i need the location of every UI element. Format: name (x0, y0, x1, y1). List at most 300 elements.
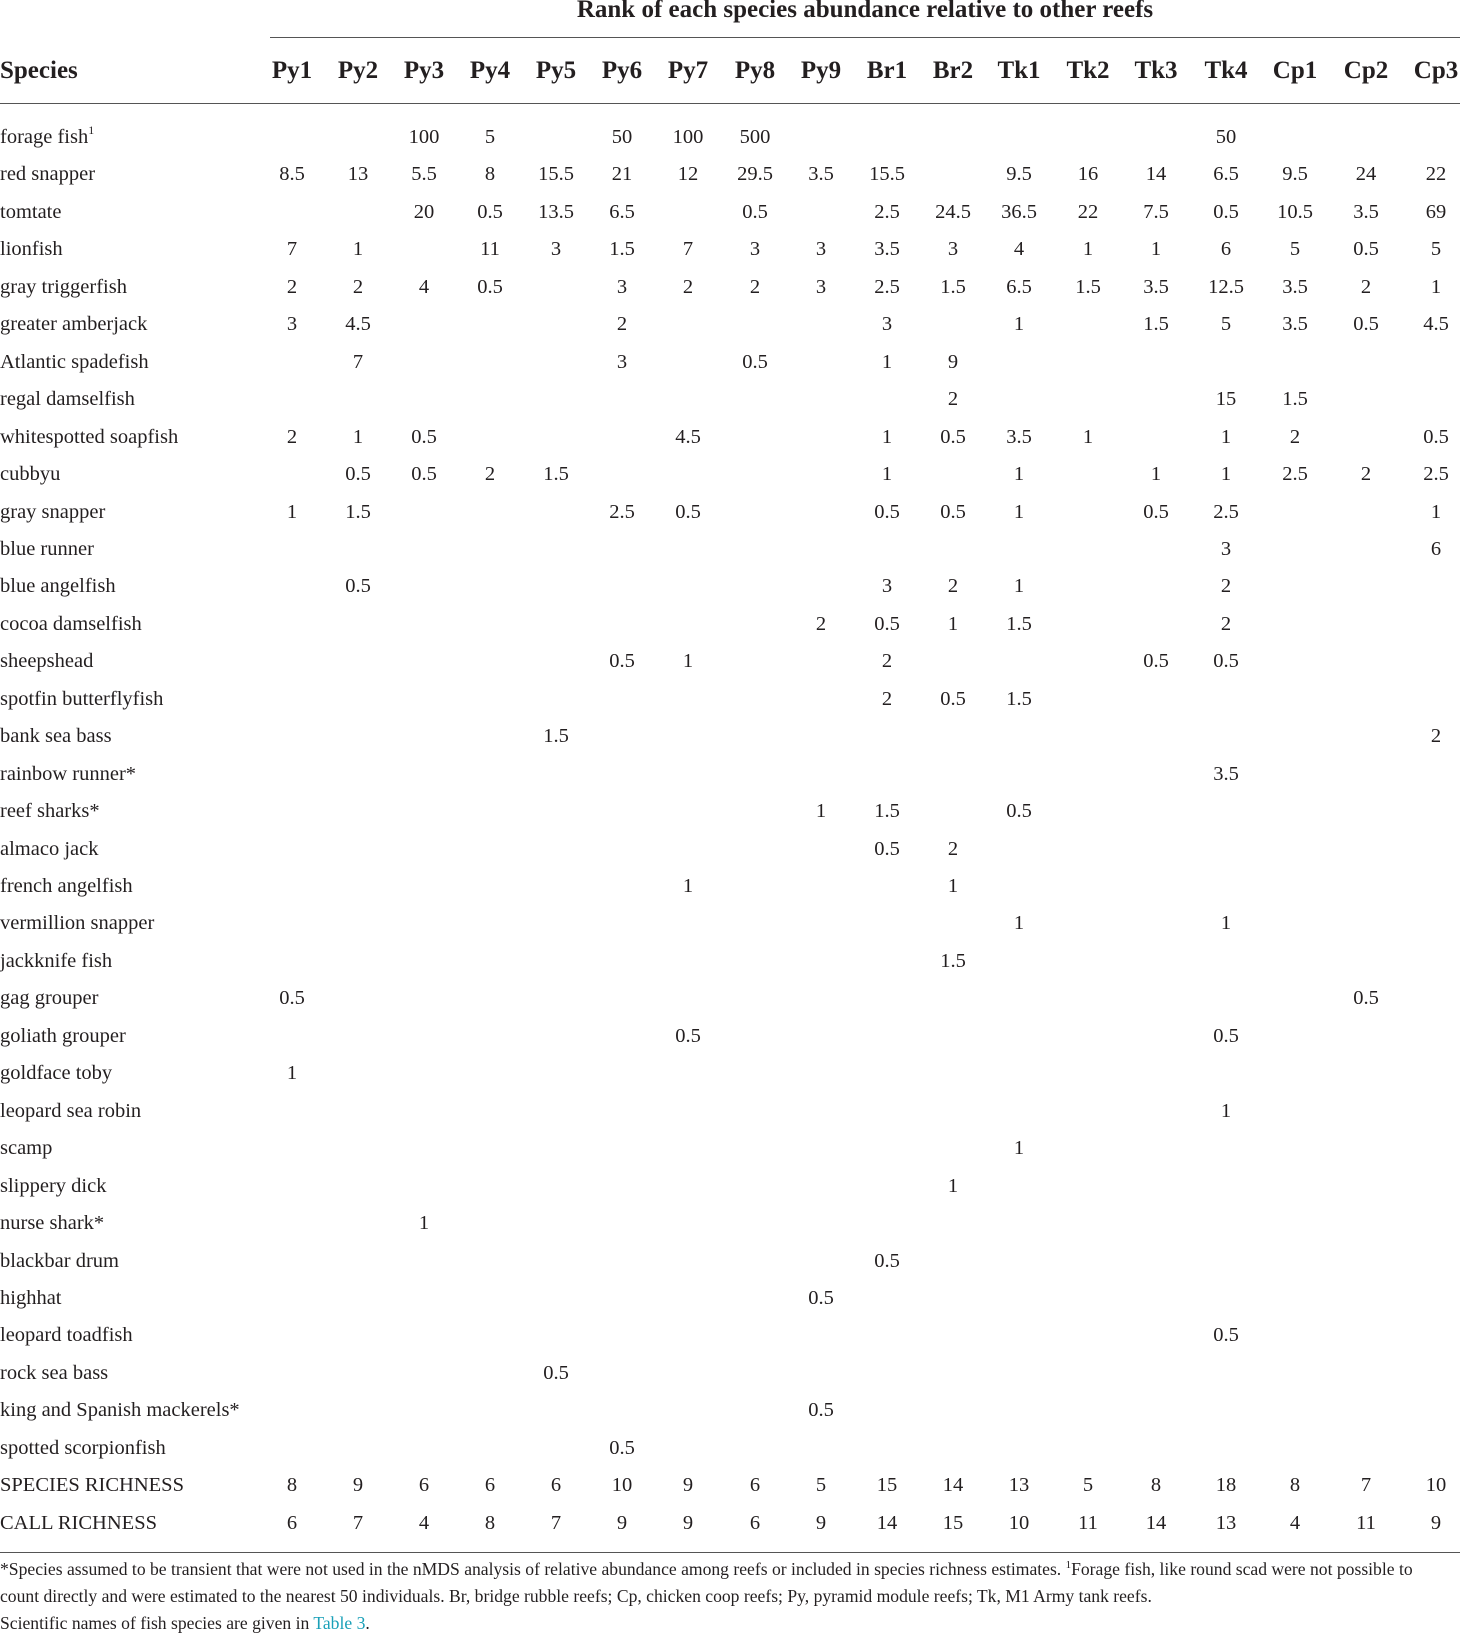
species-label: spotted scorpionfish (0, 1436, 166, 1459)
species-name (0, 156, 95, 193)
table-cell: 1 (1013, 912, 1025, 935)
table-cell: 9 (1430, 1511, 1442, 1534)
table-row (0, 1392, 1460, 1429)
table-cell: 10.5 (1277, 200, 1313, 223)
species-name (0, 868, 133, 905)
table-cell: 13 (1008, 1474, 1030, 1497)
table-cell: 1 (1220, 1099, 1232, 1122)
species-label: highhat (0, 1286, 62, 1309)
table-cell: 6 (550, 1474, 562, 1497)
table-cell: 2 (947, 837, 959, 860)
table-cell: 6.5 (1213, 163, 1239, 186)
table-cell: 7.5 (1143, 200, 1169, 223)
table-row (0, 1505, 1460, 1542)
species-name (0, 456, 60, 493)
species-name (0, 718, 112, 755)
species-name (0, 1355, 108, 1392)
column-header-py1: Py1 (271, 57, 313, 84)
table-cell: 3.5 (1282, 275, 1308, 298)
table-cell: 0.5 (1213, 1024, 1239, 1047)
table-cell: 0.5 (675, 1024, 701, 1047)
table-cell: 13 (1215, 1511, 1237, 1534)
table-cell: 4 (418, 1511, 430, 1534)
table-cell: 1 (352, 425, 364, 448)
column-header-py6: Py6 (601, 57, 643, 84)
table-cell: 1.5 (940, 949, 966, 972)
table-row (0, 681, 1460, 718)
table-cell: 1.5 (1143, 313, 1169, 336)
table-cell: 1 (815, 800, 827, 823)
table-cell: 1 (1013, 1137, 1025, 1160)
table-cell: 0.5 (940, 687, 966, 710)
table-cell: 1.5 (874, 800, 900, 823)
table-cell: 3 (815, 275, 827, 298)
column-header-py4: Py4 (469, 57, 511, 84)
species-name (0, 756, 136, 793)
table-row (0, 1280, 1460, 1317)
table-cell: 7 (352, 1511, 364, 1534)
species-name (0, 1392, 240, 1429)
table-cell: 4 (418, 275, 430, 298)
species-name (0, 344, 149, 381)
table-cell: 0.5 (874, 837, 900, 860)
table-cell: 7 (1360, 1474, 1372, 1497)
table-row (0, 306, 1460, 343)
species-label: leopard sea robin (0, 1099, 142, 1122)
table-cell: 3.5 (874, 238, 900, 261)
table-cell: 3 (815, 238, 827, 261)
footnote-scientific: Scientific names of fish species are given in (0, 1613, 314, 1633)
table-cell: 1 (286, 500, 298, 523)
table-cell: 5 (1430, 238, 1442, 261)
table-row (0, 119, 1460, 156)
table-cell: 12 (677, 163, 699, 186)
species-label: cocoa damselfish (0, 612, 142, 635)
species-label: lionfish (0, 238, 63, 261)
table-cell: 1.5 (543, 463, 569, 486)
species-name (0, 1467, 184, 1504)
table-cell: 3.5 (1282, 313, 1308, 336)
table-cell: 0.5 (940, 425, 966, 448)
table-row (0, 381, 1460, 418)
footnote-mark: 1 (1065, 1559, 1072, 1572)
table-cell: 9 (682, 1511, 694, 1534)
table-cell: 1 (1430, 500, 1442, 523)
column-header-tk4: Tk4 (1204, 57, 1248, 84)
species-name (0, 831, 98, 868)
species-label: bank sea bass (0, 725, 112, 748)
footnote-line-2: count directly and were estimated to the nearest 50 individuals. Br, bridge rubble reefs; Cp, chicken coop reefs; Py, pyramid module reefs; Tk, M1 Army tank reefs. (0, 1586, 1152, 1606)
table-cell: 1.5 (609, 238, 635, 261)
table-cell: 1 (1150, 238, 1162, 261)
table-cell: 1 (947, 1174, 959, 1197)
table-cell: 1.5 (1075, 275, 1101, 298)
species-name (0, 419, 178, 456)
species-name (0, 194, 61, 231)
species-label: almaco jack (0, 837, 99, 860)
table-cell: 1 (1013, 575, 1025, 598)
table-cell: 15.5 (869, 163, 905, 186)
species-label: gag grouper (0, 987, 99, 1010)
table-cell: 20 (413, 200, 435, 223)
table-row (0, 1467, 1460, 1504)
table-row (0, 643, 1460, 680)
table-cell: 0.5 (1423, 425, 1449, 448)
table-cell: 1 (682, 650, 694, 673)
table-cell: 1 (1082, 238, 1094, 261)
table-cell: 2 (749, 275, 761, 298)
table-cell: 11 (1078, 1511, 1098, 1534)
column-header-py3: Py3 (403, 57, 445, 84)
species-label: rainbow runner* (0, 762, 137, 785)
table-cell: 0.5 (874, 1249, 900, 1272)
table-cell: 1.5 (543, 725, 569, 748)
table-row (0, 718, 1460, 755)
table-cell: 3.5 (808, 163, 834, 186)
column-header-cp2: Cp2 (1343, 57, 1389, 84)
species-name (0, 905, 154, 942)
column-header-tk1: Tk1 (997, 57, 1041, 84)
table-cell: 7 (550, 1511, 562, 1534)
table-3-link[interactable]: Table 3 (313, 1613, 366, 1633)
table-cell: 14 (876, 1511, 898, 1534)
table-cell: 2.5 (1423, 463, 1449, 486)
footer-rule (0, 1552, 1460, 1553)
species-footnote-mark: 1 (88, 123, 95, 138)
table-cell: 0.5 (1213, 650, 1239, 673)
table-row (0, 194, 1460, 231)
species-name (0, 1130, 52, 1167)
footnote-transient: *Species assumed to be transient that were not used in the nMDS analysis of relative abundance among reefs or included in species richness estimates. (0, 1559, 1066, 1579)
table-cell: 1 (352, 238, 364, 261)
table-cell: 0.5 (874, 500, 900, 523)
table-cell: 3 (286, 313, 298, 336)
table-cell: 9 (616, 1511, 628, 1534)
table-cell: 5 (1082, 1474, 1094, 1497)
table-cell: 9 (947, 350, 959, 373)
table-cell: 0.5 (940, 500, 966, 523)
table-cell: 7 (682, 238, 694, 261)
table-cell: 0.5 (345, 575, 371, 598)
species-label: spotfin butterflyfish (0, 687, 164, 710)
table-cell: 14 (942, 1474, 964, 1497)
species-label: goldface toby (0, 1062, 113, 1085)
table-cell: 1 (881, 425, 893, 448)
species-label: Atlantic spadefish (0, 350, 149, 373)
table-cell: 3 (616, 350, 628, 373)
table-cell: 0.5 (411, 425, 437, 448)
table-cell: 1 (881, 350, 893, 373)
table-cell: 0.5 (477, 275, 503, 298)
table-cell: 2 (1430, 725, 1442, 748)
table-cell: 1 (1430, 275, 1442, 298)
species-name (0, 1018, 126, 1055)
table-row (0, 1317, 1460, 1354)
table-cell: 2.5 (874, 200, 900, 223)
table-cell: 0.5 (742, 350, 768, 373)
table-cell: 3 (947, 238, 959, 261)
table-cell: 15 (942, 1511, 964, 1534)
table-cell: 22 (1077, 200, 1099, 223)
table-row (0, 1055, 1460, 1092)
table-cell: 10 (611, 1474, 633, 1497)
table-cell: 1 (947, 875, 959, 897)
table-cell: 2 (286, 425, 298, 448)
species-label: gray snapper (0, 500, 106, 523)
table-cell: 8.5 (279, 163, 305, 186)
table-cell: 3.5 (1143, 275, 1169, 298)
species-name (0, 231, 63, 268)
table-cell: 0.5 (1353, 313, 1379, 336)
column-header-py8: Py8 (734, 57, 776, 84)
table-row (0, 156, 1460, 193)
species-label: gray triggerfish (0, 275, 127, 298)
table-cell: 4.5 (345, 313, 371, 336)
species-name (0, 1055, 112, 1092)
table-cell: 8 (484, 163, 496, 186)
table-cell: 14 (1145, 1511, 1167, 1534)
table-cell: 8 (286, 1474, 298, 1497)
table-cell: 1 (1150, 463, 1162, 486)
species-name (0, 1430, 166, 1467)
table-row (0, 756, 1460, 793)
species-name (0, 568, 116, 605)
column-header-tk3: Tk3 (1134, 57, 1178, 84)
species-label: whitespotted soapfish (0, 425, 179, 448)
table-cell: 100 (408, 126, 440, 148)
header-rule (0, 103, 1460, 104)
table-cell: 3.5 (1353, 200, 1379, 223)
species-label: cubbyu (0, 463, 61, 486)
footnote-line-1 (0, 1556, 1460, 1583)
table-cell: 8 (1289, 1474, 1301, 1497)
table-cell: 3 (1220, 537, 1232, 560)
species-label: jackknife fish (0, 949, 113, 972)
table-cell: 1 (1013, 463, 1025, 486)
species-label: scamp (0, 1137, 53, 1160)
table-cell: 0.5 (1006, 800, 1032, 823)
table-cell: 1 (286, 1062, 298, 1085)
species-label: sheepshead (0, 650, 94, 673)
species-name (0, 793, 100, 830)
table-cell: 13.5 (538, 200, 574, 223)
table-cell: 15 (876, 1474, 898, 1497)
table-cell: 8 (484, 1511, 496, 1534)
species-name (0, 606, 142, 643)
species-name (0, 306, 147, 343)
species-label: king and Spanish mackerels* (0, 1399, 240, 1422)
species-label: SPECIES RICHNESS (0, 1474, 184, 1497)
table-row (0, 980, 1460, 1017)
species-name (0, 494, 105, 531)
table-cell: 24.5 (935, 200, 971, 223)
table-cell: 0.5 (1353, 238, 1379, 261)
table-row (0, 1168, 1460, 1205)
table-cell: 5 (1220, 313, 1232, 336)
table-cell: 0.5 (808, 1399, 834, 1422)
table-cell: 15.5 (538, 163, 574, 186)
table-cell: 2 (1220, 575, 1232, 598)
table-cell: 5 (484, 126, 496, 148)
table-cell: 7 (352, 350, 364, 373)
group-header-rule (270, 37, 1460, 38)
table-row (0, 419, 1460, 456)
table-cell: 4 (1013, 238, 1025, 261)
table-cell: 1 (682, 875, 694, 897)
species-column-header: Species (0, 57, 78, 84)
table-row (0, 1205, 1460, 1242)
table-cell: 2.5 (609, 500, 635, 523)
table-cell: 5 (815, 1474, 827, 1497)
group-header: Rank of each species abundance relative to other reefs (576, 0, 1154, 23)
column-header-tk2: Tk2 (1066, 57, 1110, 84)
table-cell: 1 (1082, 425, 1094, 448)
species-name (0, 980, 98, 1017)
table-cell: 0.5 (1143, 500, 1169, 523)
table-cell: 0.5 (345, 463, 371, 486)
footnote-forage: Forage fish, like round scad were not possible to (1071, 1559, 1413, 1579)
table-cell: 36.5 (1001, 200, 1037, 223)
table-cell: 2 (815, 612, 827, 635)
table-cell: 9.5 (1282, 163, 1308, 186)
table-cell: 0.5 (808, 1286, 834, 1309)
species-label: blackbar drum (0, 1249, 119, 1272)
table-cell: 0.5 (1213, 1324, 1239, 1347)
table-row (0, 456, 1460, 493)
table-cell: 1.5 (1282, 388, 1308, 411)
species-name (0, 1093, 141, 1130)
table-cell: 6 (1430, 537, 1442, 560)
table-cell: 3 (749, 238, 761, 261)
table-row (0, 494, 1460, 531)
table-row (0, 1243, 1460, 1280)
table-cell: 1 (1220, 912, 1232, 935)
species-name (0, 1317, 133, 1354)
table-cell: 2 (682, 275, 694, 298)
species-name (0, 119, 94, 156)
column-header-py9: Py9 (800, 57, 842, 84)
table-cell: 5 (1289, 238, 1301, 261)
table-row (0, 231, 1460, 268)
table-cell: 3 (881, 313, 893, 336)
table-cell: 2 (1360, 275, 1372, 298)
table-cell: 15 (1215, 388, 1237, 411)
table-row (0, 568, 1460, 605)
footnote-period: . (365, 1613, 370, 1633)
species-label: tomtate (0, 200, 62, 223)
table-cell: 21 (611, 163, 633, 186)
table-cell: 1 (1220, 463, 1232, 486)
species-name (0, 681, 163, 718)
table-cell: 0.5 (742, 200, 768, 223)
column-header-py5: Py5 (535, 57, 577, 84)
table-cell: 100 (672, 126, 704, 148)
table-cell: 9 (815, 1511, 827, 1534)
species-label: reef sharks* (0, 800, 100, 823)
species-name (0, 1243, 119, 1280)
species-name (0, 269, 127, 306)
table-cell: 12.5 (1208, 275, 1244, 298)
table-cell: 50 (611, 126, 633, 148)
species-label: french angelfish (0, 875, 133, 897)
species-label: rock sea bass (0, 1361, 109, 1384)
table-cell: 1 (1013, 313, 1025, 336)
table-cell: 18 (1215, 1474, 1237, 1497)
table-cell: 2.5 (1213, 500, 1239, 523)
table-cell: 0.5 (279, 987, 305, 1010)
table-cell: 24 (1355, 163, 1377, 186)
column-header-py2: Py2 (337, 57, 379, 84)
species-label: red snapper (0, 163, 96, 186)
table-cell: 3.5 (1213, 762, 1239, 785)
table-cell: 6.5 (609, 200, 635, 223)
species-label: slippery dick (0, 1174, 107, 1197)
table-cell: 10 (1008, 1511, 1030, 1534)
table-cell: 2 (352, 275, 364, 298)
table-cell: 50 (1215, 126, 1237, 148)
table-cell: 1.5 (1006, 687, 1032, 710)
table-row (0, 1355, 1460, 1392)
table-cell: 2 (484, 463, 496, 486)
table-cell: 22 (1425, 163, 1447, 186)
table-cell: 1 (881, 463, 893, 486)
table-row (0, 1430, 1460, 1467)
table-cell: 0.5 (609, 1436, 635, 1459)
species-name (0, 1280, 62, 1317)
table-cell: 1.5 (940, 275, 966, 298)
table-cell: 1 (1013, 500, 1025, 523)
table-cell: 2 (1289, 425, 1301, 448)
table-cell: 9 (352, 1474, 364, 1497)
table-cell: 1.5 (345, 500, 371, 523)
table-cell: 6 (286, 1511, 298, 1534)
table-cell: 3.5 (1006, 425, 1032, 448)
column-header-br2: Br2 (932, 57, 974, 84)
table-row (0, 531, 1460, 568)
table-cell: 9.5 (1006, 163, 1032, 186)
table-cell: 11 (1356, 1511, 1376, 1534)
table-row (0, 269, 1460, 306)
table-cell: 0.5 (1353, 987, 1379, 1010)
table-row (0, 793, 1460, 830)
table-cell: 6 (484, 1474, 496, 1497)
table-row (0, 831, 1460, 868)
table-row (0, 905, 1460, 942)
species-label: regal damselfish (0, 388, 135, 411)
species-label: goliath grouper (0, 1024, 126, 1047)
table-cell: 0.5 (543, 1361, 569, 1384)
table-cell: 4.5 (675, 425, 701, 448)
table-cell: 6 (749, 1474, 761, 1497)
table-cell: 10 (1425, 1474, 1447, 1497)
table-cell: 2 (947, 388, 959, 411)
table-row (0, 1093, 1460, 1130)
table-cell: 2 (1220, 612, 1232, 635)
table-cell: 1 (418, 1212, 430, 1235)
species-label: nurse shark* (0, 1212, 105, 1235)
table-cell: 6 (418, 1474, 430, 1497)
table-cell: 1 (1220, 425, 1232, 448)
table-cell: 7 (286, 238, 298, 261)
species-label: CALL RICHNESS (0, 1511, 157, 1534)
table-cell: 14 (1145, 163, 1167, 186)
column-header-cp3: Cp3 (1413, 57, 1459, 84)
table-cell: 9 (682, 1474, 694, 1497)
table-cell: 6 (1220, 238, 1232, 261)
table-cell: 2.5 (874, 275, 900, 298)
table-cell: 4.5 (1423, 313, 1449, 336)
table-cell: 3 (616, 275, 628, 298)
